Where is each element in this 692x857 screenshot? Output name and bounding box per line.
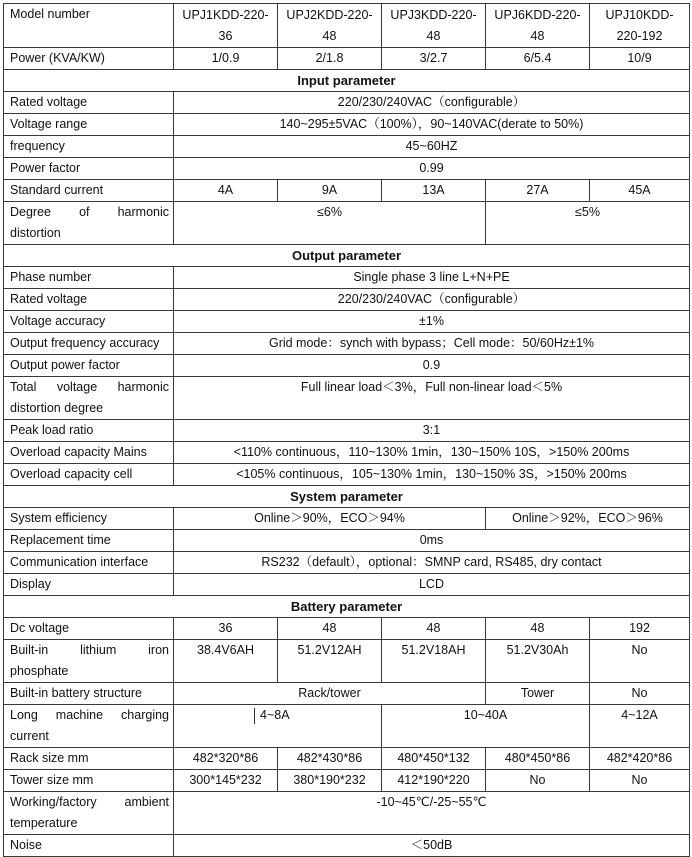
- spec-label: Replacement time: [4, 530, 174, 552]
- spec-row: [4, 289, 690, 311]
- spec-label: Long machine charging current: [4, 705, 174, 748]
- spec-value: 300*145*232: [174, 770, 278, 792]
- spec-row: [4, 508, 690, 530]
- spec-value: 45~60HZ: [174, 136, 690, 158]
- spec-label: Voltage range: [4, 114, 174, 136]
- ups-spec-table: [3, 3, 690, 857]
- spec-value: No: [486, 770, 590, 792]
- spec-label: Tower size mm: [4, 770, 174, 792]
- spec-value: 36: [174, 618, 278, 640]
- spec-label: Display: [4, 574, 174, 596]
- spec-row: [4, 180, 690, 202]
- spec-row: [4, 267, 690, 289]
- spec-label: Standard current: [4, 180, 174, 202]
- power-row: [4, 48, 690, 70]
- spec-row: [4, 136, 690, 158]
- spec-value: 0.99: [174, 158, 690, 180]
- spec-value: 48: [278, 618, 382, 640]
- spec-value: 48: [486, 618, 590, 640]
- battery-section-title: Battery parameter: [4, 596, 690, 618]
- spec-row: [4, 705, 690, 748]
- spec-value: <105% continuous，105~130% 1min，130~150% 3S，>150% 200ms: [174, 464, 690, 486]
- spec-value: 0ms: [174, 530, 690, 552]
- spec-value: 480*450*132: [382, 748, 486, 770]
- spec-row: [4, 158, 690, 180]
- power-value: 3/2.7: [382, 48, 486, 70]
- model-cell: UPJ2KDD-220-48: [278, 4, 382, 48]
- spec-value: 140~295±5VAC（100%），90~140VAC(derate to 50%): [174, 114, 690, 136]
- spec-value: 48: [382, 618, 486, 640]
- spec-value: 9A: [278, 180, 382, 202]
- spec-row: [4, 202, 690, 245]
- spec-row: [4, 640, 690, 683]
- spec-value: 13A: [382, 180, 486, 202]
- power-value: 1/0.9: [174, 48, 278, 70]
- spec-value: 482*320*86: [174, 748, 278, 770]
- spec-row: [4, 748, 690, 770]
- spec-label: Output power factor: [4, 355, 174, 377]
- cell-divider-mark: [254, 708, 255, 724]
- power-value: 10/9: [590, 48, 690, 70]
- spec-value: ＜50dB: [174, 835, 690, 857]
- spec-value: Tower: [486, 683, 590, 705]
- model-cell: UPJ3KDD-220-48: [382, 4, 486, 48]
- spec-value: [174, 705, 382, 748]
- spec-label: Power factor: [4, 158, 174, 180]
- spec-row: [4, 792, 690, 835]
- spec-value: Online＞90%，ECO＞94%: [174, 508, 486, 530]
- spec-value: RS232（default），optional：SMNP card, RS485, dry contact: [174, 552, 690, 574]
- spec-value-text: 4~8A: [260, 708, 290, 722]
- spec-value: Full linear load＜3%，Full non-linear load＜5%: [174, 377, 690, 420]
- spec-value: 51.2V12AH: [278, 640, 382, 683]
- spec-value: Online＞92%，ECO＞96%: [486, 508, 690, 530]
- spec-value: No: [590, 683, 690, 705]
- spec-row: [4, 770, 690, 792]
- spec-value: 38.4V6AH: [174, 640, 278, 683]
- spec-label: Rated voltage: [4, 92, 174, 114]
- spec-row: [4, 464, 690, 486]
- spec-label: Voltage accuracy: [4, 311, 174, 333]
- spec-row: [4, 114, 690, 136]
- spec-label: Built-in lithium iron phosphate: [4, 640, 174, 683]
- spec-label: Phase number: [4, 267, 174, 289]
- model-cell: UPJ10KDD-220-192: [590, 4, 690, 48]
- spec-value: <110% continuous，110~130% 1min，130~150% 10S，>150% 200ms: [174, 442, 690, 464]
- spec-value: ≤6%: [174, 202, 486, 245]
- spec-label: Total voltage harmonic distortion degree: [4, 377, 174, 420]
- spec-label: Overload capacity cell: [4, 464, 174, 486]
- spec-label: Communication interface: [4, 552, 174, 574]
- spec-row: [4, 574, 690, 596]
- spec-value: 482*420*86: [590, 748, 690, 770]
- spec-label: Built-in battery structure: [4, 683, 174, 705]
- spec-row: [4, 530, 690, 552]
- spec-row: [4, 442, 690, 464]
- spec-row: [4, 835, 690, 857]
- spec-value: No: [590, 640, 690, 683]
- spec-value: Single phase 3 line L+N+PE: [174, 267, 690, 289]
- spec-value: 51.2V30Ah: [486, 640, 590, 683]
- system-section-title: System parameter: [4, 486, 690, 508]
- spec-label: Rated voltage: [4, 289, 174, 311]
- spec-value: 480*450*86: [486, 748, 590, 770]
- spec-row: [4, 355, 690, 377]
- spec-value: 3:1: [174, 420, 690, 442]
- spec-label: Peak load ratio: [4, 420, 174, 442]
- spec-value: 45A: [590, 180, 690, 202]
- power-label: Power (KVA/KW): [4, 48, 174, 70]
- spec-value: Rack/tower: [174, 683, 486, 705]
- spec-value: 10~40A: [382, 705, 590, 748]
- spec-label: Overload capacity Mains: [4, 442, 174, 464]
- spec-label: Noise: [4, 835, 174, 857]
- spec-value: 51.2V18AH: [382, 640, 486, 683]
- spec-label: Working/factory ambient temperature: [4, 792, 174, 835]
- spec-label: frequency: [4, 136, 174, 158]
- model-cell: UPJ1KDD-220-36: [174, 4, 278, 48]
- spec-value: 220/230/240VAC（configurable）: [174, 289, 690, 311]
- spec-value: 220/230/240VAC（configurable）: [174, 92, 690, 114]
- model-label: Model number: [4, 4, 174, 48]
- spec-label: Rack size mm: [4, 748, 174, 770]
- spec-value: 192: [590, 618, 690, 640]
- section-header: [4, 245, 690, 267]
- section-header: [4, 70, 690, 92]
- spec-value: 0.9: [174, 355, 690, 377]
- spec-label: System efficiency: [4, 508, 174, 530]
- section-header: [4, 486, 690, 508]
- section-header: [4, 596, 690, 618]
- spec-value: ≤5%: [486, 202, 690, 245]
- output-section-title: Output parameter: [4, 245, 690, 267]
- input-section-title: Input parameter: [4, 70, 690, 92]
- spec-value: -10~45℃/-25~55℃: [174, 792, 690, 835]
- spec-value: 412*190*220: [382, 770, 486, 792]
- spec-row: [4, 683, 690, 705]
- spec-row: [4, 311, 690, 333]
- spec-row: [4, 618, 690, 640]
- spec-value: Grid mode：synch with bypass；Cell mode：50/60Hz±1%: [174, 333, 690, 355]
- spec-label: Degree of harmonic distortion: [4, 202, 174, 245]
- spec-label: Output frequency accuracy: [4, 333, 174, 355]
- spec-value: ±1%: [174, 311, 690, 333]
- spec-label: Dc voltage: [4, 618, 174, 640]
- spec-row: [4, 377, 690, 420]
- spec-value: 4A: [174, 180, 278, 202]
- spec-row: [4, 333, 690, 355]
- power-value: 2/1.8: [278, 48, 382, 70]
- spec-value: 482*430*86: [278, 748, 382, 770]
- spec-value: 4~12A: [590, 705, 690, 748]
- spec-value: 380*190*232: [278, 770, 382, 792]
- model-cell: UPJ6KDD-220-48: [486, 4, 590, 48]
- spec-value: No: [590, 770, 690, 792]
- spec-row: [4, 420, 690, 442]
- spec-row: [4, 552, 690, 574]
- power-value: 6/5.4: [486, 48, 590, 70]
- spec-row: [4, 92, 690, 114]
- model-row: [4, 4, 690, 48]
- spec-value: 27A: [486, 180, 590, 202]
- spec-value: LCD: [174, 574, 690, 596]
